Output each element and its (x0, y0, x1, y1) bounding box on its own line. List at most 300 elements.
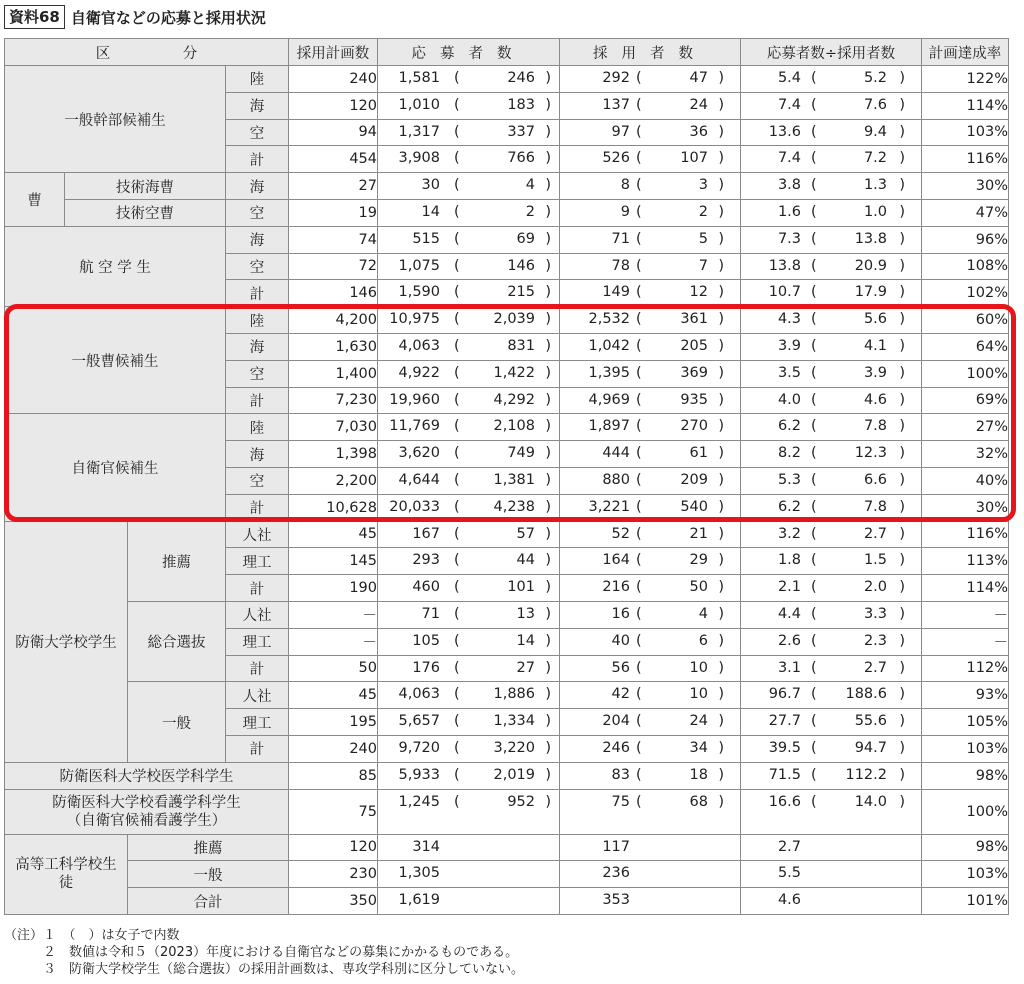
ratio-total: 7.4 (777, 150, 801, 167)
hire-female: 209 (680, 471, 708, 488)
hire-total: 16 (611, 605, 630, 622)
footnote: （注）１ （ ）は女子で内数 (4, 928, 180, 943)
hire-female: 24 (689, 96, 708, 113)
group-label-line2: 徒 (58, 875, 74, 892)
sub-label: 空 (226, 253, 289, 280)
open-paren: ( (454, 364, 460, 381)
sub-label: 人社 (226, 521, 289, 548)
app-total: 4,063 (398, 686, 440, 703)
ratio-female: 2.0 (863, 579, 887, 596)
footnotes (4, 927, 524, 978)
close-paren: ) (899, 552, 905, 569)
ratio-female: 2.7 (863, 659, 887, 676)
open-paren: ( (636, 793, 642, 810)
app-female: 1,381 (493, 471, 535, 488)
app-female: 337 (507, 123, 535, 140)
open-paren: ( (811, 739, 817, 756)
group-label: 防衛医科大学校医学科学生 (5, 762, 289, 789)
close-paren: ) (545, 70, 551, 86)
table-row (5, 682, 1009, 709)
open-paren: ( (636, 525, 642, 542)
open-paren: ( (636, 686, 642, 703)
table-row (5, 521, 1009, 548)
hired-cell (560, 146, 741, 173)
app-total: 71 (421, 605, 440, 622)
close-paren: ) (718, 177, 724, 194)
open-paren: ( (636, 739, 642, 756)
group-label: 自衛官候補生 (5, 414, 226, 521)
table-row (5, 199, 1009, 226)
app-female: 69 (516, 230, 535, 247)
close-paren: ) (545, 605, 551, 622)
hire-female: 5 (698, 230, 708, 247)
sub-label: 海 (226, 226, 289, 253)
open-paren: ( (454, 605, 460, 622)
hired-cell (560, 762, 741, 789)
achievement-cell: 64% (922, 333, 1009, 360)
achievement-cell: 40% (922, 467, 1009, 494)
app-total: 1,245 (398, 793, 440, 810)
achievement-cell: 27% (922, 414, 1009, 441)
achievement-cell: 30% (922, 494, 1009, 521)
ratio-total: 4.0 (777, 391, 801, 408)
achievement-cell: － (922, 601, 1009, 628)
app-total: 1,619 (398, 892, 440, 909)
ratio-female: 55.6 (854, 713, 887, 730)
ratio-cell (741, 575, 922, 602)
open-paren: ( (636, 123, 642, 140)
app-total: 4,922 (398, 364, 440, 381)
hire-total: 204 (602, 713, 630, 730)
ratio-female: 3.9 (863, 364, 887, 381)
hire-female: 6 (698, 632, 708, 649)
hired-cell (560, 173, 741, 200)
ratio-total: 16.6 (768, 793, 801, 810)
hire-total: 1,897 (588, 418, 630, 435)
achievement-cell: 69% (922, 387, 1009, 414)
close-paren: ) (545, 203, 551, 220)
applicants-cell (378, 861, 560, 888)
app-total: 9,720 (398, 739, 440, 756)
ratio-cell (741, 861, 922, 888)
open-paren: ( (636, 96, 642, 113)
applicants-cell (378, 682, 560, 709)
planned-cell: 7,230 (289, 387, 378, 414)
hired-cell (560, 735, 741, 762)
ratio-total: 4.3 (777, 311, 801, 328)
hire-total: 236 (602, 865, 630, 882)
table-row (5, 226, 1009, 253)
close-paren: ) (718, 418, 724, 435)
achievement-cell: 116% (922, 146, 1009, 173)
footnote: ３ 防衛大学校学生（総合選抜）の採用計画数は、専攻学科別に区分していない。 (4, 962, 525, 977)
ratio-total: 7.4 (777, 96, 801, 113)
open-paren: ( (636, 150, 642, 167)
open-paren: ( (454, 766, 460, 783)
close-paren: ) (718, 793, 724, 810)
hire-total: 444 (602, 445, 630, 462)
sub-label: 計 (226, 280, 289, 307)
ratio-cell (741, 92, 922, 119)
sub-label: 海 (226, 173, 289, 200)
open-paren: ( (454, 311, 460, 328)
app-total: 19,960 (389, 391, 440, 408)
ratio-female: 5.6 (863, 311, 887, 328)
achievement-cell: 30% (922, 173, 1009, 200)
hire-female: 12 (689, 284, 708, 301)
achievement-cell: 98% (922, 834, 1009, 861)
close-paren: ) (718, 739, 724, 756)
ratio-cell (741, 66, 922, 93)
ratio-cell (741, 521, 922, 548)
hire-total: 880 (602, 471, 630, 488)
planned-cell: 2,200 (289, 467, 378, 494)
planned-cell: 45 (289, 682, 378, 709)
open-paren: ( (454, 713, 460, 730)
ratio-total: 27.7 (768, 713, 801, 730)
sub-label: 人社 (226, 682, 289, 709)
sub-label: 空 (226, 360, 289, 387)
sub-label: 理工 (226, 709, 289, 736)
close-paren: ) (718, 445, 724, 462)
app-total: 5,657 (398, 713, 440, 730)
sub-label: 海 (226, 441, 289, 468)
planned-cell: 85 (289, 762, 378, 789)
open-paren: ( (454, 471, 460, 488)
ratio-female: 188.6 (845, 686, 887, 703)
open-paren: ( (454, 177, 460, 194)
close-paren: ) (899, 123, 905, 140)
achievement-cell: 114% (922, 575, 1009, 602)
ratio-female: 1.5 (863, 552, 887, 569)
table-row (5, 173, 1009, 200)
close-paren: ) (899, 659, 905, 676)
app-female: 246 (507, 70, 535, 86)
ratio-total: 2.1 (777, 579, 801, 596)
open-paren: ( (454, 686, 460, 703)
table-row (5, 601, 1009, 628)
open-paren: ( (811, 70, 817, 86)
close-paren: ) (718, 766, 724, 783)
hire-female: 540 (680, 498, 708, 515)
group-label (5, 789, 289, 834)
open-paren: ( (811, 793, 817, 810)
close-paren: ) (718, 203, 724, 220)
close-paren: ) (718, 150, 724, 167)
app-total: 1,305 (398, 865, 440, 882)
ratio-total: 6.2 (777, 418, 801, 435)
hired-cell (560, 66, 741, 93)
planned-cell: 240 (289, 66, 378, 93)
ratio-female: 1.3 (863, 177, 887, 194)
planned-cell: 27 (289, 173, 378, 200)
achievement-cell: 116% (922, 521, 1009, 548)
app-total: 105 (412, 632, 440, 649)
applicants-cell (378, 709, 560, 736)
applicants-cell (378, 92, 560, 119)
app-female: 1,422 (493, 364, 535, 381)
close-paren: ) (545, 659, 551, 676)
header-applicants: 応募者数 (378, 39, 560, 66)
applicants-cell (378, 280, 560, 307)
close-paren: ) (718, 230, 724, 247)
table-row (5, 888, 1009, 915)
app-female: 1,886 (493, 686, 535, 703)
open-paren: ( (636, 766, 642, 783)
applicants-cell (378, 789, 560, 834)
open-paren: ( (811, 123, 817, 140)
group-label: 防衛大学校学生 (5, 521, 128, 762)
open-paren: ( (636, 311, 642, 328)
red-highlight-box (4, 304, 1016, 522)
ratio-total: 13.6 (768, 123, 801, 140)
ratio-female: 4.6 (863, 391, 887, 408)
ratio-total: 71.5 (768, 766, 801, 783)
table-row (5, 861, 1009, 888)
sub-label: 海 (226, 333, 289, 360)
app-total: 460 (412, 579, 440, 596)
ratio-total: 3.8 (777, 177, 801, 194)
applicants-cell (378, 834, 560, 861)
sub-label: 陸 (226, 414, 289, 441)
close-paren: ) (718, 471, 724, 488)
close-paren: ) (718, 337, 724, 354)
hire-female: 24 (689, 713, 708, 730)
close-paren: ) (718, 284, 724, 301)
open-paren: ( (454, 123, 460, 140)
close-paren: ) (718, 579, 724, 596)
sub-label: 理工 (226, 628, 289, 655)
planned-cell: 145 (289, 548, 378, 575)
table-row (5, 834, 1009, 861)
applicants-cell (378, 226, 560, 253)
ratio-female: 14.0 (854, 793, 887, 810)
subgroup-label: 技術海曹 (65, 173, 226, 200)
sub-label: 合計 (128, 888, 289, 915)
achievement-cell: 93% (922, 682, 1009, 709)
open-paren: ( (454, 257, 460, 274)
planned-cell: 120 (289, 92, 378, 119)
group-label: 航 空 学 生 (5, 226, 226, 306)
app-female: 183 (507, 96, 535, 113)
achievement-cell: 96% (922, 226, 1009, 253)
planned-cell: 454 (289, 146, 378, 173)
close-paren: ) (545, 96, 551, 113)
close-paren: ) (718, 70, 724, 86)
ratio-female: 1.0 (863, 203, 887, 220)
app-total: 314 (412, 838, 440, 855)
close-paren: ) (718, 525, 724, 542)
app-total: 515 (412, 230, 440, 247)
close-paren: ) (545, 471, 551, 488)
achievement-cell: 102% (922, 280, 1009, 307)
hired-cell (560, 655, 741, 682)
close-paren: ) (718, 552, 724, 569)
hired-cell (560, 253, 741, 280)
app-total: 14 (421, 203, 440, 220)
close-paren: ) (545, 311, 551, 328)
close-paren: ) (545, 150, 551, 167)
hired-cell (560, 521, 741, 548)
close-paren: ) (545, 579, 551, 596)
close-paren: ) (899, 739, 905, 756)
open-paren: ( (811, 659, 817, 676)
planned-cell: 19 (289, 199, 378, 226)
app-female: 3,220 (493, 739, 535, 756)
planned-cell: 120 (289, 834, 378, 861)
hire-female: 21 (689, 525, 708, 542)
open-paren: ( (636, 203, 642, 220)
ratio-total: 3.1 (777, 659, 801, 676)
hire-female: 270 (680, 418, 708, 435)
planned-cell: 4,200 (289, 307, 378, 334)
planned-cell: 1,630 (289, 333, 378, 360)
open-paren: ( (811, 391, 817, 408)
open-paren: ( (454, 552, 460, 569)
planned-cell: － (289, 628, 378, 655)
open-paren: ( (454, 337, 460, 354)
applicants-cell (378, 888, 560, 915)
sub-label: 海 (226, 92, 289, 119)
open-paren: ( (454, 203, 460, 220)
open-paren: ( (454, 498, 460, 515)
hire-total: 292 (602, 70, 630, 86)
sub-label: 推薦 (128, 834, 289, 861)
ratio-female: 2.3 (863, 632, 887, 649)
hired-cell (560, 628, 741, 655)
hired-cell (560, 199, 741, 226)
ratio-female: 7.6 (863, 96, 887, 113)
ratio-female: 9.4 (863, 123, 887, 140)
close-paren: ) (545, 766, 551, 783)
group-label-line2: （自衛官候補看護学生） (66, 812, 227, 829)
sub-label: 計 (226, 494, 289, 521)
app-female: 14 (516, 632, 535, 649)
close-paren: ) (545, 230, 551, 247)
hired-cell (560, 888, 741, 915)
app-female: 4,292 (493, 391, 535, 408)
open-paren: ( (811, 579, 817, 596)
hire-total: 8 (620, 177, 630, 194)
ratio-cell (741, 601, 922, 628)
ratio-total: 10.7 (768, 284, 801, 301)
sub-label: 空 (226, 119, 289, 146)
ratio-total: 2.7 (777, 838, 801, 855)
group-label-line1: 高等工科学校生 (15, 857, 117, 874)
ratio-total: 6.2 (777, 498, 801, 515)
hired-cell (560, 575, 741, 602)
applicants-cell (378, 253, 560, 280)
planned-cell: 45 (289, 521, 378, 548)
app-female: 2,108 (493, 418, 535, 435)
close-paren: ) (899, 230, 905, 247)
ratio-total: 5.4 (777, 70, 801, 86)
ratio-cell (741, 762, 922, 789)
ratio-cell (741, 146, 922, 173)
open-paren: ( (811, 364, 817, 381)
open-paren: ( (454, 230, 460, 247)
hire-total: 9 (620, 203, 630, 220)
app-female: 2 (525, 203, 535, 220)
hire-total: 1,042 (588, 337, 630, 354)
open-paren: ( (636, 713, 642, 730)
ratio-total: 1.8 (777, 552, 801, 569)
hired-cell (560, 789, 741, 834)
planned-cell: － (289, 601, 378, 628)
ratio-cell (741, 253, 922, 280)
open-paren: ( (636, 418, 642, 435)
hired-cell (560, 548, 741, 575)
sub-label: 人社 (226, 601, 289, 628)
open-paren: ( (811, 632, 817, 649)
app-total: 10,975 (389, 311, 440, 328)
app-total: 1,581 (398, 70, 440, 86)
hire-total: 216 (602, 579, 630, 596)
close-paren: ) (718, 632, 724, 649)
open-paren: ( (454, 418, 460, 435)
close-paren: ) (545, 445, 551, 462)
ratio-cell (741, 682, 922, 709)
ratio-female: 3.3 (863, 605, 887, 622)
hire-female: 4 (698, 605, 708, 622)
close-paren: ) (899, 337, 905, 354)
close-paren: ) (899, 498, 905, 515)
planned-cell: 72 (289, 253, 378, 280)
sub-label: 計 (226, 575, 289, 602)
hire-female: 935 (680, 391, 708, 408)
app-female: 27 (516, 659, 535, 676)
hired-cell (560, 709, 741, 736)
close-paren: ) (545, 525, 551, 542)
ratio-cell (741, 655, 922, 682)
app-female: 146 (507, 257, 535, 274)
open-paren: ( (811, 605, 817, 622)
applicants-cell (378, 173, 560, 200)
ratio-total: 4.6 (777, 892, 801, 909)
sub-label: 陸 (226, 66, 289, 93)
open-paren: ( (811, 284, 817, 301)
close-paren: ) (545, 123, 551, 140)
open-paren: ( (636, 471, 642, 488)
hire-female: 2 (698, 203, 708, 220)
open-paren: ( (811, 766, 817, 783)
close-paren: ) (899, 418, 905, 435)
open-paren: ( (811, 311, 817, 328)
hire-total: 2,532 (588, 311, 630, 328)
open-paren: ( (636, 552, 642, 569)
hire-total: 42 (611, 686, 630, 703)
close-paren: ) (899, 766, 905, 783)
footnote: ２ 数値は令和５（2023）年度における自衛官などの募集にかかるものである。 (4, 945, 519, 960)
achievement-cell: 103% (922, 735, 1009, 762)
app-total: 4,644 (398, 471, 440, 488)
sub-label: 計 (226, 146, 289, 173)
table-row (5, 789, 1009, 834)
ratio-total: 3.5 (777, 364, 801, 381)
ratio-total: 5.3 (777, 471, 801, 488)
hired-cell (560, 226, 741, 253)
open-paren: ( (636, 257, 642, 274)
achievement-cell: 47% (922, 199, 1009, 226)
hire-total: 83 (611, 766, 630, 783)
planned-cell: 7,030 (289, 414, 378, 441)
ratio-female: 4.1 (863, 337, 887, 354)
ratio-female: 112.2 (845, 766, 887, 783)
ratio-total: 2.6 (777, 632, 801, 649)
close-paren: ) (899, 203, 905, 220)
applicants-cell (378, 119, 560, 146)
close-paren: ) (718, 686, 724, 703)
